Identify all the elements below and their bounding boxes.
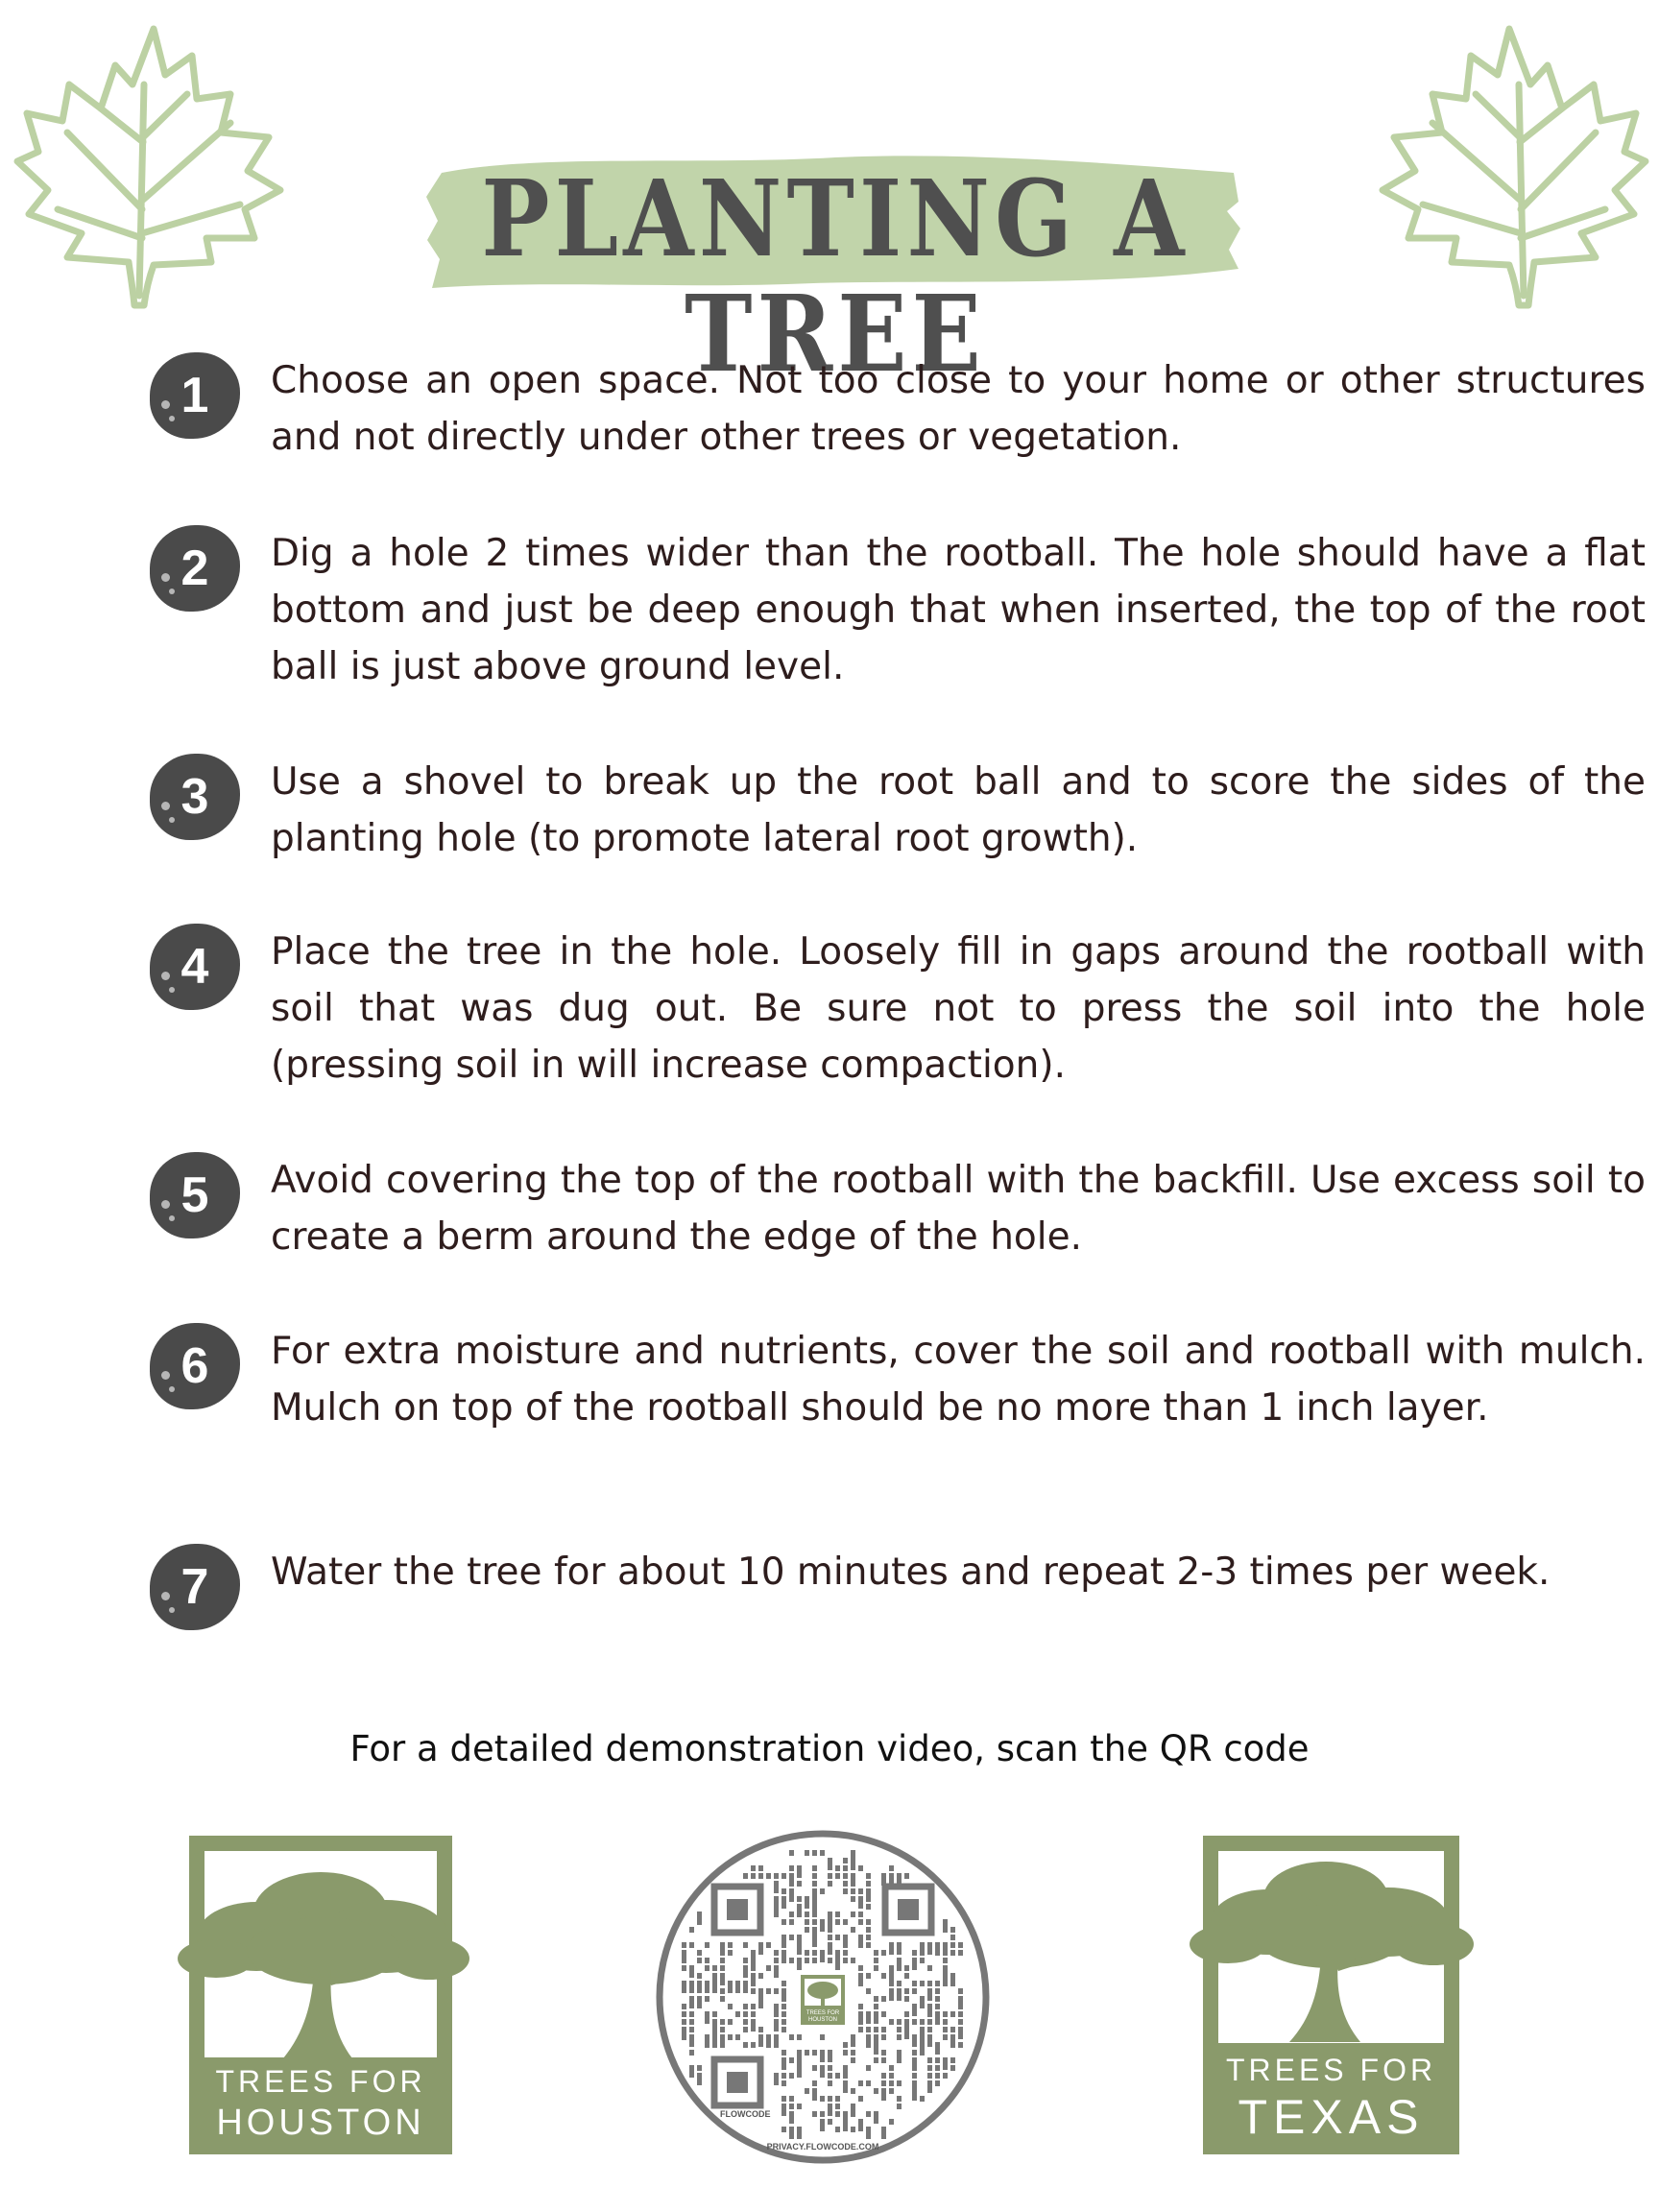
step-number: 4 bbox=[180, 939, 209, 995]
step-number-badge bbox=[150, 1323, 240, 1409]
qr-brand-label: FLOWCODE bbox=[720, 2109, 771, 2119]
maple-leaf-icon-right bbox=[1375, 17, 1653, 315]
step-number-badge bbox=[150, 1544, 240, 1630]
step-text: Water the tree for about 10 minutes and repeat 2-3 times per week. bbox=[271, 1551, 1551, 1594]
qr-privacy-label: PRIVACY.FLOWCODE.COM bbox=[766, 2142, 879, 2152]
step-text: Use a shovel to break up the root ball and to score the sides of the planting hole (to promote lateral root growth). bbox=[271, 760, 1646, 860]
step-number-badge bbox=[150, 352, 240, 439]
logo-line-1: TREES FOR bbox=[215, 2064, 426, 2099]
step-number-badge bbox=[150, 924, 240, 1010]
step-number: 1 bbox=[180, 368, 209, 423]
step-text: Place the tree in the hole. Loosely fill in gaps around the rootball with soil that was dug out. Be sure not to press the soil into the hole (pressing soil in will increase compaction). bbox=[271, 930, 1646, 1087]
step-text: Dig a hole 2 times wider than the rootball. The hole should have a flat bottom and just be deep enough that when inserted, the top of the root ball is just above ground level. bbox=[271, 532, 1646, 688]
qr-center-logo bbox=[799, 1973, 847, 2027]
qr-code[interactable] bbox=[655, 1829, 991, 2165]
step-text: For extra moisture and nutrients, cover the soil and rootball with mulch. Mulch on top of the rootball should be no more than 1 inch layer. bbox=[271, 1330, 1646, 1430]
trees-for-houston-logo bbox=[189, 1836, 452, 2154]
step-number: 3 bbox=[180, 769, 209, 825]
logo-line-2: TEXAS bbox=[1238, 2090, 1425, 2144]
qr-logo-line-2: HOUSTON bbox=[808, 2017, 837, 2023]
logo-line-2: HOUSTON bbox=[216, 2103, 425, 2143]
trees-for-texas-logo bbox=[1203, 1836, 1459, 2154]
step-number: 6 bbox=[180, 1338, 209, 1394]
maple-leaf-icon-left bbox=[10, 17, 288, 315]
step-number: 2 bbox=[180, 541, 209, 596]
page-title: PLANTING A TREE bbox=[481, 156, 1190, 396]
title-banner bbox=[422, 144, 1248, 396]
step-number-badge bbox=[150, 1152, 240, 1238]
step-number-badge bbox=[150, 525, 240, 612]
oak-tree-icon bbox=[1182, 1840, 1480, 2052]
step-number: 7 bbox=[180, 1559, 209, 1615]
qr-logo-line-1: TREES FOR bbox=[805, 2010, 840, 2016]
step-number-badge bbox=[150, 754, 240, 840]
oak-tree-icon bbox=[170, 1845, 471, 2066]
step-text: Avoid covering the top of the rootball with the backfill. Use excess soil to create a berm around the edge of the hole. bbox=[271, 1159, 1646, 1259]
qr-call-to-action: For a detailed demonstration video, scan the QR code bbox=[349, 1728, 1310, 1769]
step-text: Choose an open space. Not too close to your home or other structures and not directly under other trees or vegetation. bbox=[271, 359, 1646, 459]
logo-line-1: TREES FOR bbox=[1225, 2053, 1437, 2087]
step-number: 5 bbox=[180, 1167, 209, 1223]
